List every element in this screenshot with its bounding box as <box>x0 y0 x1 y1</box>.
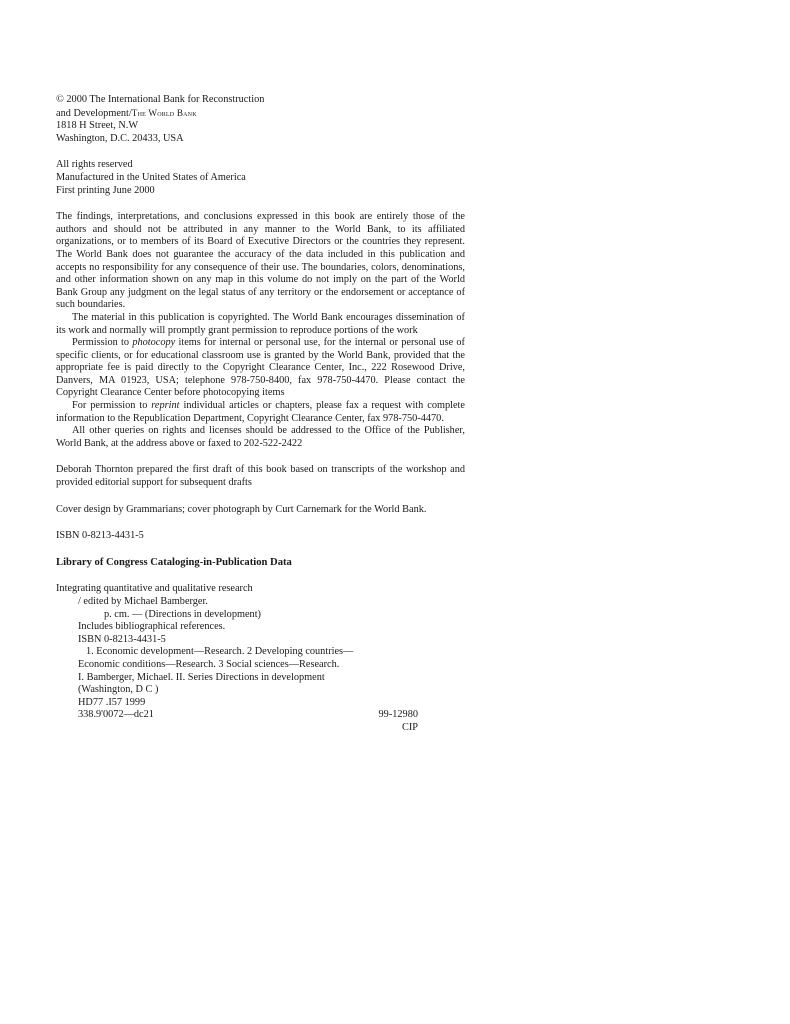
cip-subjects-2: Economic conditions—Research. 3 Social sciences—Research. <box>78 658 340 670</box>
cip-lccn: 99-12980 <box>378 709 418 721</box>
photocopy-prefix: Permission to <box>72 337 133 349</box>
cip-added-entries-1: I. Bamberger, Michael. II. Series Directions in development <box>78 671 325 683</box>
cip-heading: Library of Congress Cataloging-in-Publication Data <box>56 556 292 568</box>
address-street: 1818 H Street, N.W <box>56 120 139 132</box>
reprint-rest: individual articles or chapters, please fax a request with complete information to the Republication Department, Copyright Clearance Center, fax 978-750-4470. <box>56 400 465 424</box>
publisher-name-smallcaps: The World Bank <box>131 107 197 118</box>
rights-reserved: All rights reserved <box>56 159 133 171</box>
cip-mark: CIP <box>401 721 418 733</box>
cip-added-entries-2: (Washington, D C ) <box>78 684 159 696</box>
publisher-name-line <box>56 107 465 121</box>
copyright-paragraph: The material in this publication is copyrighted. The World Bank encourages dissemination of its work and normally will promptly grant permission to reproduce portions of the work <box>56 311 465 336</box>
rights-block <box>56 159 465 197</box>
cip-isbn: ISBN 0-8213-4431-5 <box>78 633 166 645</box>
isbn: ISBN 0-8213-4431-5 <box>56 530 144 542</box>
copyright-page <box>56 94 465 735</box>
cip-notes: Includes bibliographical references. <box>78 621 226 633</box>
thornton-credit: Deborah Thornton prepared the first draft of this book based on transcripts of the workshop and provided editorial support for subsequent drafts <box>56 464 465 489</box>
cip-record <box>56 583 465 734</box>
photocopy-paragraph <box>56 337 465 400</box>
manufactured-line: Manufactured in the United States of America <box>56 171 246 183</box>
reprint-prefix: For permission to <box>72 400 152 412</box>
cip-editor: / edited by Michael Bamberger. <box>78 596 208 607</box>
first-printing: First printing June 2000 <box>56 184 155 196</box>
queries-paragraph: All other queries on rights and licenses should be addressed to the Office of the Publisher, World Bank, at the address above or faxed to 202-522-2422 <box>56 425 465 449</box>
cip-subjects-1: 1. Economic development—Research. 2 Developing countries— <box>86 646 354 658</box>
photocopy-rest: items for internal or personal use, for the internal or personal use of specific clients, or for educational classroom use is granted by the World Bank, provided that the appropriate fee is paid directly to the Copyright Clearance Center, Inc., 222 Rosewood Drive, Danvers, MA 01923, USA; telephone 978-750-8400, fax 978-750-4470. Please contact the Copyright Clearance Center before photocopying items <box>56 337 465 399</box>
cip-dewey-row <box>56 709 418 722</box>
cover-credit: Cover design by Grammarians; cover photograph by Curt Carnemark for the World Bank. <box>56 503 427 515</box>
reprint-paragraph <box>56 400 465 425</box>
disclaimer-block <box>56 211 465 450</box>
cip-lc-call-number: HD77 .I57 1999 <box>78 696 146 708</box>
publisher-block <box>56 94 465 145</box>
publisher-name-prefix: and Development/ <box>56 107 132 119</box>
cip-title: Integrating quantitative and qualitative research <box>56 583 253 595</box>
photocopy-emphasis: photocopy <box>132 337 176 349</box>
disclaimer-paragraph: The findings, interpretations, and conclusions expressed in this book are entirely those of the authors and should not be attributed in any manner to the World Bank, to its affiliated organizations, or to members of its Board of Executive Directors or the countries they represent. The World Bank does not guarantee the accuracy of the data included in this publication and accepts no responsibility for any consequence of their use. The boundaries, colors, denominations, and other information shown on any map in this volume do not imply on the part of the World Bank Group any judgment on the legal status of any territory or the endorsement or acceptance of such boundaries. <box>56 211 465 311</box>
reprint-emphasis: reprint <box>151 400 180 412</box>
copyright-line: © 2000 The International Bank for Reconstruction <box>56 94 265 105</box>
address-city: Washington, D.C. 20433, USA <box>56 132 184 144</box>
cip-dewey: 338.9'0072—dc21 <box>78 709 154 721</box>
cip-physical: p. cm. — (Directions in development) <box>104 608 261 620</box>
